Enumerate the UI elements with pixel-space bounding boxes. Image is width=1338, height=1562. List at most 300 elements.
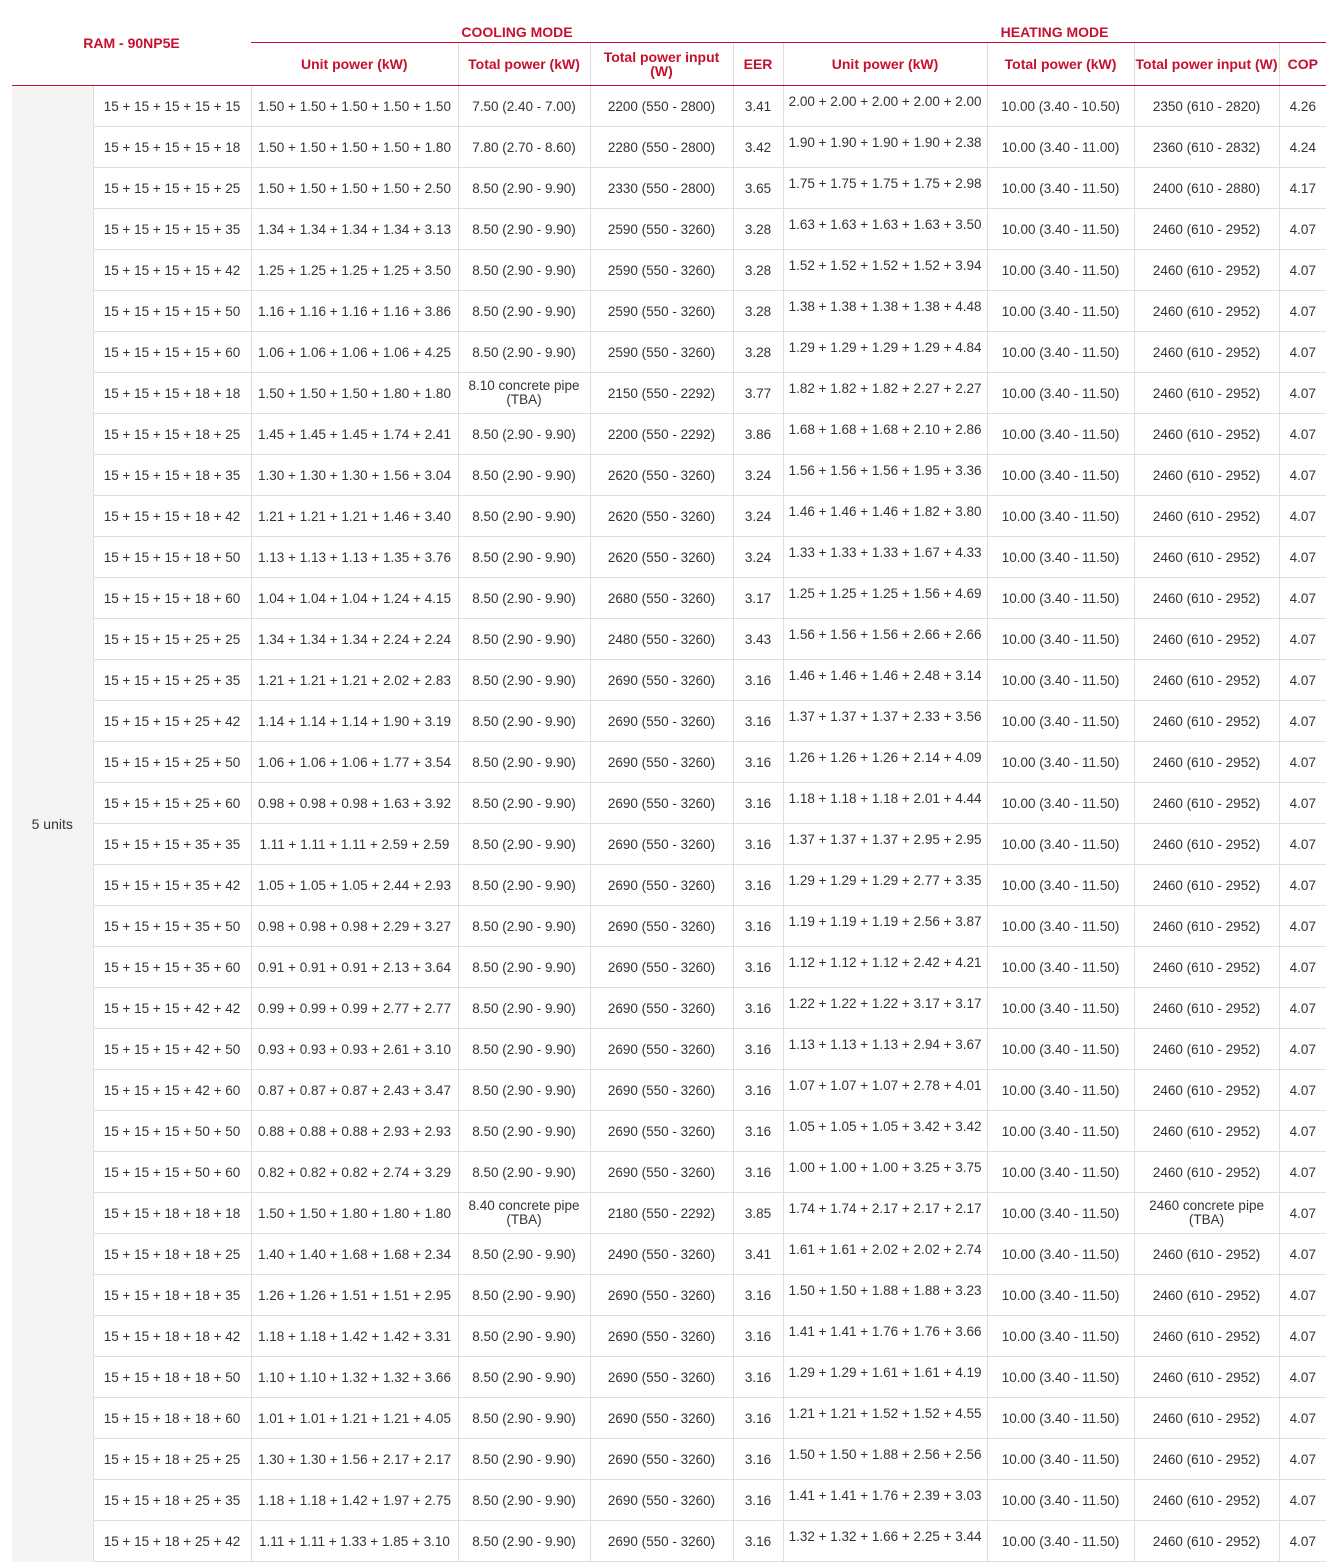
heating-unit-power-cell: 1.75 + 1.75 + 1.75 + 1.75 + 2.98 <box>783 168 987 209</box>
heating-unit-power-cell: 1.37 + 1.37 + 1.37 + 2.95 + 2.95 <box>783 824 987 865</box>
heating-total-power-cell: 10.00 (3.40 - 11.50) <box>987 1480 1134 1521</box>
heating-total-input-cell: 2460 (610 - 2952) <box>1134 1234 1279 1275</box>
heating-unit-power-cell: 1.82 + 1.82 + 1.82 + 2.27 + 2.27 <box>783 373 987 414</box>
eer-cell: 3.16 <box>733 1480 783 1521</box>
eer-cell: 3.42 <box>733 127 783 168</box>
cop-cell: 4.24 <box>1279 127 1326 168</box>
cop-cell: 4.07 <box>1279 1111 1326 1152</box>
cooling-total-power-cell: 8.50 (2.90 - 9.90) <box>458 209 590 250</box>
cooling-total-power-cell: 8.50 (2.90 - 9.90) <box>458 496 590 537</box>
heating-total-power-cell: 10.00 (3.40 - 11.50) <box>987 906 1134 947</box>
cooling-total-power-cell: 8.50 (2.90 - 9.90) <box>458 660 590 701</box>
cop-cell: 4.07 <box>1279 291 1326 332</box>
eer-cell: 3.16 <box>733 1357 783 1398</box>
combination-cell: 15 + 15 + 18 + 18 + 42 <box>93 1316 251 1357</box>
heating-total-power-cell: 10.00 (3.40 - 11.50) <box>987 291 1134 332</box>
heating-total-power-cell: 10.00 (3.40 - 11.50) <box>987 578 1134 619</box>
table-row <box>12 1480 1326 1521</box>
cooling-unit-power-cell: 1.34 + 1.34 + 1.34 + 1.34 + 3.13 <box>251 209 458 250</box>
combination-cell: 15 + 15 + 15 + 42 + 50 <box>93 1029 251 1070</box>
heating-unit-power-cell: 1.21 + 1.21 + 1.52 + 1.52 + 4.55 <box>783 1398 987 1439</box>
cooling-total-power-cell: 8.50 (2.90 - 9.90) <box>458 1480 590 1521</box>
heating-total-power-cell: 10.00 (3.40 - 11.50) <box>987 701 1134 742</box>
cooling-unit-power-cell: 1.21 + 1.21 + 1.21 + 2.02 + 2.83 <box>251 660 458 701</box>
cooling-total-power-cell: 8.50 (2.90 - 9.90) <box>458 824 590 865</box>
cooling-unit-power-cell: 1.18 + 1.18 + 1.42 + 1.97 + 2.75 <box>251 1480 458 1521</box>
col-cooling-unit-power: Unit power (kW) <box>251 43 458 86</box>
cop-cell: 4.26 <box>1279 86 1326 127</box>
cooling-total-input-cell: 2690 (550 - 3260) <box>590 701 733 742</box>
heating-total-power-cell: 10.00 (3.40 - 11.50) <box>987 1193 1134 1234</box>
heating-total-input-cell: 2460 (610 - 2952) <box>1134 742 1279 783</box>
cooling-unit-power-cell: 1.10 + 1.10 + 1.32 + 1.32 + 3.66 <box>251 1357 458 1398</box>
heating-total-input-cell: 2460 (610 - 2952) <box>1134 1439 1279 1480</box>
combination-cell: 15 + 15 + 18 + 18 + 60 <box>93 1398 251 1439</box>
cooling-total-power-cell: 8.50 (2.90 - 9.90) <box>458 783 590 824</box>
table-row <box>12 1152 1326 1193</box>
cooling-total-input-cell: 2330 (550 - 2800) <box>590 168 733 209</box>
heating-total-power-cell: 10.00 (3.40 - 11.50) <box>987 373 1134 414</box>
combination-cell: 15 + 15 + 15 + 42 + 42 <box>93 988 251 1029</box>
cooling-total-input-cell: 2690 (550 - 3260) <box>590 1070 733 1111</box>
eer-cell: 3.41 <box>733 1234 783 1275</box>
cooling-total-input-cell: 2680 (550 - 3260) <box>590 578 733 619</box>
cooling-total-input-cell: 2200 (550 - 2800) <box>590 86 733 127</box>
combination-cell: 15 + 15 + 15 + 50 + 60 <box>93 1152 251 1193</box>
heating-total-power-cell: 10.00 (3.40 - 11.50) <box>987 414 1134 455</box>
heating-total-power-cell: 10.00 (3.40 - 11.50) <box>987 1234 1134 1275</box>
col-cooling-total-power: Total power (kW) <box>458 43 590 86</box>
eer-cell: 3.16 <box>733 783 783 824</box>
table-row <box>12 168 1326 209</box>
cooling-total-power-cell: 8.50 (2.90 - 9.90) <box>458 1357 590 1398</box>
cooling-unit-power-cell: 1.30 + 1.30 + 1.30 + 1.56 + 3.04 <box>251 455 458 496</box>
heating-unit-power-cell: 1.56 + 1.56 + 1.56 + 2.66 + 2.66 <box>783 619 987 660</box>
table-row <box>12 1521 1326 1562</box>
cop-cell: 4.07 <box>1279 455 1326 496</box>
combination-cell: 15 + 15 + 15 + 18 + 18 <box>93 373 251 414</box>
cop-cell: 4.07 <box>1279 1275 1326 1316</box>
cooling-total-power-cell: 8.50 (2.90 - 9.90) <box>458 865 590 906</box>
combination-cell: 15 + 15 + 15 + 15 + 15 <box>93 86 251 127</box>
heating-total-power-cell: 10.00 (3.40 - 11.50) <box>987 1439 1134 1480</box>
heating-total-input-cell: 2460 (610 - 2952) <box>1134 250 1279 291</box>
table-row <box>12 824 1326 865</box>
heating-total-input-cell: 2460 (610 - 2952) <box>1134 947 1279 988</box>
table-row <box>12 660 1326 701</box>
cooling-unit-power-cell: 1.13 + 1.13 + 1.13 + 1.35 + 3.76 <box>251 537 458 578</box>
cooling-total-power-cell: 8.50 (2.90 - 9.90) <box>458 1521 590 1562</box>
cooling-total-power-cell: 8.50 (2.90 - 9.90) <box>458 1316 590 1357</box>
heating-total-power-cell: 10.00 (3.40 - 11.50) <box>987 824 1134 865</box>
heating-total-power-cell: 10.00 (3.40 - 11.50) <box>987 168 1134 209</box>
combination-cell: 15 + 15 + 18 + 18 + 35 <box>93 1275 251 1316</box>
eer-cell: 3.43 <box>733 619 783 660</box>
heating-total-input-cell: 2460 (610 - 2952) <box>1134 209 1279 250</box>
eer-cell: 3.65 <box>733 168 783 209</box>
table-row <box>12 1193 1326 1234</box>
cooling-total-input-cell: 2690 (550 - 3260) <box>590 824 733 865</box>
heating-total-power-cell: 10.00 (3.40 - 11.50) <box>987 742 1134 783</box>
cooling-unit-power-cell: 1.21 + 1.21 + 1.21 + 1.46 + 3.40 <box>251 496 458 537</box>
eer-cell: 3.24 <box>733 537 783 578</box>
eer-cell: 3.28 <box>733 332 783 373</box>
heating-total-input-cell: 2400 (610 - 2880) <box>1134 168 1279 209</box>
cop-cell: 4.17 <box>1279 168 1326 209</box>
heating-total-power-cell: 10.00 (3.40 - 10.50) <box>987 86 1134 127</box>
combination-cell: 15 + 15 + 15 + 15 + 18 <box>93 127 251 168</box>
col-heating-unit-power: Unit power (kW) <box>783 43 987 86</box>
cop-cell: 4.07 <box>1279 250 1326 291</box>
eer-cell: 3.86 <box>733 414 783 455</box>
cop-cell: 4.07 <box>1279 414 1326 455</box>
heating-total-input-cell: 2460 (610 - 2952) <box>1134 1070 1279 1111</box>
combination-cell: 15 + 15 + 18 + 25 + 35 <box>93 1480 251 1521</box>
cooling-total-power-cell: 8.50 (2.90 - 9.90) <box>458 332 590 373</box>
heating-total-input-cell: 2460 (610 - 2952) <box>1134 701 1279 742</box>
cooling-total-power-cell: 8.50 (2.90 - 9.90) <box>458 414 590 455</box>
eer-cell: 3.28 <box>733 291 783 332</box>
heating-total-input-cell: 2460 (610 - 2952) <box>1134 660 1279 701</box>
cooling-total-input-cell: 2590 (550 - 3260) <box>590 291 733 332</box>
cop-cell: 4.07 <box>1279 1316 1326 1357</box>
cooling-total-input-cell: 2690 (550 - 3260) <box>590 783 733 824</box>
heating-unit-power-cell: 1.00 + 1.00 + 1.00 + 3.25 + 3.75 <box>783 1152 987 1193</box>
heating-total-input-cell: 2460 (610 - 2952) <box>1134 865 1279 906</box>
heating-unit-power-cell: 1.68 + 1.68 + 1.68 + 2.10 + 2.86 <box>783 414 987 455</box>
cooling-total-input-cell: 2690 (550 - 3260) <box>590 906 733 947</box>
heating-total-input-cell: 2460 (610 - 2952) <box>1134 783 1279 824</box>
heating-total-input-cell: 2460 (610 - 2952) <box>1134 906 1279 947</box>
cop-cell: 4.07 <box>1279 660 1326 701</box>
cooling-total-input-cell: 2690 (550 - 3260) <box>590 1357 733 1398</box>
heating-total-power-cell: 10.00 (3.40 - 11.50) <box>987 1111 1134 1152</box>
table-row <box>12 373 1326 414</box>
heating-unit-power-cell: 1.41 + 1.41 + 1.76 + 1.76 + 3.66 <box>783 1316 987 1357</box>
heating-unit-power-cell: 1.29 + 1.29 + 1.29 + 2.77 + 3.35 <box>783 865 987 906</box>
heating-unit-power-cell: 1.29 + 1.29 + 1.61 + 1.61 + 4.19 <box>783 1357 987 1398</box>
heating-total-input-cell: 2460 (610 - 2952) <box>1134 1029 1279 1070</box>
table-row <box>12 86 1326 127</box>
cooling-total-power-cell: 8.50 (2.90 - 9.90) <box>458 619 590 660</box>
combination-cell: 15 + 15 + 18 + 18 + 18 <box>93 1193 251 1234</box>
eer-cell: 3.16 <box>733 1152 783 1193</box>
heating-total-input-cell: 2360 (610 - 2832) <box>1134 127 1279 168</box>
heating-mode-header: HEATING MODE <box>783 8 1326 43</box>
cooling-unit-power-cell: 1.06 + 1.06 + 1.06 + 1.06 + 4.25 <box>251 332 458 373</box>
table-row <box>12 578 1326 619</box>
eer-cell: 3.16 <box>733 1070 783 1111</box>
table-row <box>12 1398 1326 1439</box>
heating-total-input-cell: 2460 (610 - 2952) <box>1134 291 1279 332</box>
cooling-total-input-cell: 2690 (550 - 3260) <box>590 1111 733 1152</box>
table-row <box>12 455 1326 496</box>
heating-total-input-cell: 2460 (610 - 2952) <box>1134 496 1279 537</box>
cooling-total-input-cell: 2690 (550 - 3260) <box>590 1029 733 1070</box>
heating-total-power-cell: 10.00 (3.40 - 11.00) <box>987 127 1134 168</box>
cooling-total-input-cell: 2690 (550 - 3260) <box>590 1152 733 1193</box>
heating-total-power-cell: 10.00 (3.40 - 11.50) <box>987 1070 1134 1111</box>
heating-total-input-cell: 2460 (610 - 2952) <box>1134 1275 1279 1316</box>
heating-total-power-cell: 10.00 (3.40 - 11.50) <box>987 988 1134 1029</box>
table-row <box>12 988 1326 1029</box>
combination-cell: 15 + 15 + 18 + 25 + 42 <box>93 1521 251 1562</box>
combination-cell: 15 + 15 + 15 + 25 + 50 <box>93 742 251 783</box>
col-eer: EER <box>733 43 783 86</box>
heating-unit-power-cell: 1.29 + 1.29 + 1.29 + 1.29 + 4.84 <box>783 332 987 373</box>
cop-cell: 4.07 <box>1279 1521 1326 1562</box>
eer-cell: 3.16 <box>733 660 783 701</box>
cooling-total-input-cell: 2620 (550 - 3260) <box>590 537 733 578</box>
heating-unit-power-cell: 1.63 + 1.63 + 1.63 + 1.63 + 3.50 <box>783 209 987 250</box>
combination-cell: 15 + 15 + 18 + 18 + 25 <box>93 1234 251 1275</box>
heating-total-input-cell: 2350 (610 - 2820) <box>1134 86 1279 127</box>
combination-cell: 15 + 15 + 18 + 25 + 25 <box>93 1439 251 1480</box>
table-row <box>12 701 1326 742</box>
cooling-unit-power-cell: 1.05 + 1.05 + 1.05 + 2.44 + 2.93 <box>251 865 458 906</box>
combination-cell: 15 + 15 + 15 + 35 + 60 <box>93 947 251 988</box>
heating-unit-power-cell: 1.18 + 1.18 + 1.18 + 2.01 + 4.44 <box>783 783 987 824</box>
table-row <box>12 742 1326 783</box>
cop-cell: 4.07 <box>1279 1398 1326 1439</box>
cooling-total-power-cell: 8.50 (2.90 - 9.90) <box>458 455 590 496</box>
cooling-unit-power-cell: 1.01 + 1.01 + 1.21 + 1.21 + 4.05 <box>251 1398 458 1439</box>
eer-cell: 3.77 <box>733 373 783 414</box>
heating-total-power-cell: 10.00 (3.40 - 11.50) <box>987 1316 1134 1357</box>
table-row <box>12 291 1326 332</box>
heating-total-power-cell: 10.00 (3.40 - 11.50) <box>987 537 1134 578</box>
table-header <box>12 8 1326 86</box>
heating-unit-power-cell: 1.50 + 1.50 + 1.88 + 2.56 + 2.56 <box>783 1439 987 1480</box>
heating-total-power-cell: 10.00 (3.40 - 11.50) <box>987 1029 1134 1070</box>
heating-total-input-cell: 2460 (610 - 2952) <box>1134 1480 1279 1521</box>
eer-cell: 3.16 <box>733 1275 783 1316</box>
heating-total-input-cell: 2460 (610 - 2952) <box>1134 1152 1279 1193</box>
cooling-total-power-cell: 8.50 (2.90 - 9.90) <box>458 578 590 619</box>
cooling-total-input-cell: 2620 (550 - 3260) <box>590 496 733 537</box>
table-row <box>12 619 1326 660</box>
cooling-total-power-cell: 8.10 concrete pipe (TBA) <box>458 373 590 414</box>
table-row <box>12 1070 1326 1111</box>
combination-cell: 15 + 15 + 15 + 25 + 25 <box>93 619 251 660</box>
cooling-unit-power-cell: 0.93 + 0.93 + 0.93 + 2.61 + 3.10 <box>251 1029 458 1070</box>
heating-unit-power-cell: 1.46 + 1.46 + 1.46 + 1.82 + 3.80 <box>783 496 987 537</box>
eer-cell: 3.16 <box>733 988 783 1029</box>
heating-total-input-cell: 2460 (610 - 2952) <box>1134 1316 1279 1357</box>
eer-cell: 3.28 <box>733 209 783 250</box>
cooling-total-input-cell: 2690 (550 - 3260) <box>590 947 733 988</box>
cooling-unit-power-cell: 1.50 + 1.50 + 1.50 + 1.50 + 1.80 <box>251 127 458 168</box>
table-row <box>12 1275 1326 1316</box>
cooling-mode-header: COOLING MODE <box>251 8 783 43</box>
combination-cell: 15 + 15 + 15 + 50 + 50 <box>93 1111 251 1152</box>
eer-cell: 3.16 <box>733 947 783 988</box>
cooling-unit-power-cell: 0.88 + 0.88 + 0.88 + 2.93 + 2.93 <box>251 1111 458 1152</box>
combination-cell: 15 + 15 + 15 + 25 + 60 <box>93 783 251 824</box>
heating-unit-power-cell: 1.19 + 1.19 + 1.19 + 2.56 + 3.87 <box>783 906 987 947</box>
combination-cell: 15 + 15 + 15 + 18 + 25 <box>93 414 251 455</box>
heating-total-power-cell: 10.00 (3.40 - 11.50) <box>987 455 1134 496</box>
combination-cell: 15 + 15 + 15 + 18 + 35 <box>93 455 251 496</box>
heating-total-power-cell: 10.00 (3.40 - 11.50) <box>987 250 1134 291</box>
cooling-unit-power-cell: 0.91 + 0.91 + 0.91 + 2.13 + 3.64 <box>251 947 458 988</box>
cooling-total-power-cell: 8.50 (2.90 - 9.90) <box>458 1070 590 1111</box>
cooling-total-input-cell: 2690 (550 - 3260) <box>590 742 733 783</box>
cop-cell: 4.07 <box>1279 1070 1326 1111</box>
cooling-total-input-cell: 2690 (550 - 3260) <box>590 1316 733 1357</box>
cooling-total-input-cell: 2480 (550 - 3260) <box>590 619 733 660</box>
cop-cell: 4.07 <box>1279 824 1326 865</box>
cooling-unit-power-cell: 0.98 + 0.98 + 0.98 + 1.63 + 3.92 <box>251 783 458 824</box>
heating-total-input-cell: 2460 (610 - 2952) <box>1134 414 1279 455</box>
cooling-total-power-cell: 8.50 (2.90 - 9.90) <box>458 1152 590 1193</box>
eer-cell: 3.24 <box>733 455 783 496</box>
heating-unit-power-cell: 1.41 + 1.41 + 1.76 + 2.39 + 3.03 <box>783 1480 987 1521</box>
cooling-total-power-cell: 8.50 (2.90 - 9.90) <box>458 1275 590 1316</box>
heating-total-power-cell: 10.00 (3.40 - 11.50) <box>987 209 1134 250</box>
table-row <box>12 865 1326 906</box>
combination-cell: 15 + 15 + 15 + 18 + 60 <box>93 578 251 619</box>
cooling-total-power-cell: 8.50 (2.90 - 9.90) <box>458 742 590 783</box>
heating-total-input-cell: 2460 (610 - 2952) <box>1134 537 1279 578</box>
cop-cell: 4.07 <box>1279 988 1326 1029</box>
table-row <box>12 1111 1326 1152</box>
cooling-unit-power-cell: 1.40 + 1.40 + 1.68 + 1.68 + 2.34 <box>251 1234 458 1275</box>
cooling-total-input-cell: 2280 (550 - 2800) <box>590 127 733 168</box>
cop-cell: 4.07 <box>1279 1152 1326 1193</box>
cop-cell: 4.07 <box>1279 1029 1326 1070</box>
heating-total-power-cell: 10.00 (3.40 - 11.50) <box>987 1521 1134 1562</box>
cooling-total-input-cell: 2200 (550 - 2292) <box>590 414 733 455</box>
combination-cell: 15 + 15 + 15 + 15 + 50 <box>93 291 251 332</box>
combination-cell: 15 + 15 + 15 + 35 + 35 <box>93 824 251 865</box>
cooling-total-power-cell: 8.50 (2.90 - 9.90) <box>458 1398 590 1439</box>
heating-total-input-cell: 2460 (610 - 2952) <box>1134 1398 1279 1439</box>
table-row <box>12 209 1326 250</box>
cooling-unit-power-cell: 0.98 + 0.98 + 0.98 + 2.29 + 3.27 <box>251 906 458 947</box>
cooling-total-power-cell: 8.50 (2.90 - 9.90) <box>458 701 590 742</box>
table-row <box>12 783 1326 824</box>
cooling-total-power-cell: 7.80 (2.70 - 8.60) <box>458 127 590 168</box>
cooling-total-input-cell: 2690 (550 - 3260) <box>590 660 733 701</box>
heating-unit-power-cell: 1.33 + 1.33 + 1.33 + 1.67 + 4.33 <box>783 537 987 578</box>
cop-cell: 4.07 <box>1279 209 1326 250</box>
cooling-unit-power-cell: 0.87 + 0.87 + 0.87 + 2.43 + 3.47 <box>251 1070 458 1111</box>
cop-cell: 4.07 <box>1279 701 1326 742</box>
cooling-total-power-cell: 8.50 (2.90 - 9.90) <box>458 168 590 209</box>
cop-cell: 4.07 <box>1279 496 1326 537</box>
cooling-unit-power-cell: 1.11 + 1.11 + 1.11 + 2.59 + 2.59 <box>251 824 458 865</box>
cooling-unit-power-cell: 1.25 + 1.25 + 1.25 + 1.25 + 3.50 <box>251 250 458 291</box>
heating-total-input-cell: 2460 (610 - 2952) <box>1134 988 1279 1029</box>
cooling-unit-power-cell: 1.50 + 1.50 + 1.50 + 1.80 + 1.80 <box>251 373 458 414</box>
combination-cell: 15 + 15 + 15 + 15 + 35 <box>93 209 251 250</box>
cop-cell: 4.07 <box>1279 947 1326 988</box>
cop-cell: 4.07 <box>1279 865 1326 906</box>
eer-cell: 3.85 <box>733 1193 783 1234</box>
heating-total-input-cell: 2460 concrete pipe (TBA) <box>1134 1193 1279 1234</box>
cooling-total-power-cell: 8.50 (2.90 - 9.90) <box>458 1234 590 1275</box>
heating-total-input-cell: 2460 (610 - 2952) <box>1134 455 1279 496</box>
heating-total-power-cell: 10.00 (3.40 - 11.50) <box>987 1275 1134 1316</box>
table-row <box>12 947 1326 988</box>
heating-total-power-cell: 10.00 (3.40 - 11.50) <box>987 947 1134 988</box>
heating-total-input-cell: 2460 (610 - 2952) <box>1134 578 1279 619</box>
cooling-total-input-cell: 2590 (550 - 3260) <box>590 250 733 291</box>
table-body <box>12 86 1326 1562</box>
cooling-total-input-cell: 2690 (550 - 3260) <box>590 1275 733 1316</box>
eer-cell: 3.16 <box>733 1521 783 1562</box>
heating-unit-power-cell: 1.56 + 1.56 + 1.56 + 1.95 + 3.36 <box>783 455 987 496</box>
heating-unit-power-cell: 1.74 + 1.74 + 2.17 + 2.17 + 2.17 <box>783 1193 987 1234</box>
eer-cell: 3.16 <box>733 742 783 783</box>
cop-cell: 4.07 <box>1279 742 1326 783</box>
cooling-total-power-cell: 8.50 (2.90 - 9.90) <box>458 1111 590 1152</box>
cooling-total-input-cell: 2590 (550 - 3260) <box>590 332 733 373</box>
table-row <box>12 1357 1326 1398</box>
heating-unit-power-cell: 1.25 + 1.25 + 1.25 + 1.56 + 4.69 <box>783 578 987 619</box>
table-row <box>12 250 1326 291</box>
eer-cell: 3.16 <box>733 1439 783 1480</box>
eer-cell: 3.16 <box>733 1029 783 1070</box>
cop-cell: 4.07 <box>1279 1193 1326 1234</box>
combination-cell: 15 + 15 + 18 + 18 + 50 <box>93 1357 251 1398</box>
eer-cell: 3.16 <box>733 824 783 865</box>
heating-unit-power-cell: 1.38 + 1.38 + 1.38 + 1.38 + 4.48 <box>783 291 987 332</box>
cooling-total-input-cell: 2180 (550 - 2292) <box>590 1193 733 1234</box>
heating-unit-power-cell: 1.07 + 1.07 + 1.07 + 2.78 + 4.01 <box>783 1070 987 1111</box>
heating-total-input-cell: 2460 (610 - 2952) <box>1134 619 1279 660</box>
cooling-total-power-cell: 8.50 (2.90 - 9.90) <box>458 906 590 947</box>
cooling-total-input-cell: 2690 (550 - 3260) <box>590 988 733 1029</box>
heating-total-power-cell: 10.00 (3.40 - 11.50) <box>987 619 1134 660</box>
cooling-total-input-cell: 2620 (550 - 3260) <box>590 455 733 496</box>
cop-cell: 4.07 <box>1279 906 1326 947</box>
cooling-unit-power-cell: 0.82 + 0.82 + 0.82 + 2.74 + 3.29 <box>251 1152 458 1193</box>
model-label: RAM - 90NP5E <box>12 8 251 86</box>
cooling-total-power-cell: 8.50 (2.90 - 9.90) <box>458 988 590 1029</box>
cooling-total-input-cell: 2690 (550 - 3260) <box>590 1439 733 1480</box>
cooling-unit-power-cell: 1.50 + 1.50 + 1.50 + 1.50 + 1.50 <box>251 86 458 127</box>
eer-cell: 3.16 <box>733 1111 783 1152</box>
cop-cell: 4.07 <box>1279 332 1326 373</box>
cooling-unit-power-cell: 0.99 + 0.99 + 0.99 + 2.77 + 2.77 <box>251 988 458 1029</box>
combination-cell: 15 + 15 + 15 + 15 + 42 <box>93 250 251 291</box>
heating-total-input-cell: 2460 (610 - 2952) <box>1134 332 1279 373</box>
eer-cell: 3.28 <box>733 250 783 291</box>
cop-cell: 4.07 <box>1279 1234 1326 1275</box>
cooling-total-power-cell: 8.50 (2.90 - 9.90) <box>458 250 590 291</box>
heating-total-power-cell: 10.00 (3.40 - 11.50) <box>987 865 1134 906</box>
cop-cell: 4.07 <box>1279 537 1326 578</box>
cooling-total-input-cell: 2590 (550 - 3260) <box>590 209 733 250</box>
heating-unit-power-cell: 1.32 + 1.32 + 1.66 + 2.25 + 3.44 <box>783 1521 987 1562</box>
combination-cell: 15 + 15 + 15 + 35 + 42 <box>93 865 251 906</box>
table-row <box>12 414 1326 455</box>
heating-unit-power-cell: 1.26 + 1.26 + 1.26 + 2.14 + 4.09 <box>783 742 987 783</box>
eer-cell: 3.16 <box>733 1398 783 1439</box>
cooling-total-input-cell: 2690 (550 - 3260) <box>590 1521 733 1562</box>
cooling-total-input-cell: 2690 (550 - 3260) <box>590 1480 733 1521</box>
heating-total-power-cell: 10.00 (3.40 - 11.50) <box>987 660 1134 701</box>
eer-cell: 3.17 <box>733 578 783 619</box>
cop-cell: 4.07 <box>1279 578 1326 619</box>
combination-cell: 15 + 15 + 15 + 42 + 60 <box>93 1070 251 1111</box>
eer-cell: 3.41 <box>733 86 783 127</box>
heating-total-input-cell: 2460 (610 - 2952) <box>1134 1357 1279 1398</box>
cop-cell: 4.07 <box>1279 783 1326 824</box>
cooling-unit-power-cell: 1.50 + 1.50 + 1.80 + 1.80 + 1.80 <box>251 1193 458 1234</box>
